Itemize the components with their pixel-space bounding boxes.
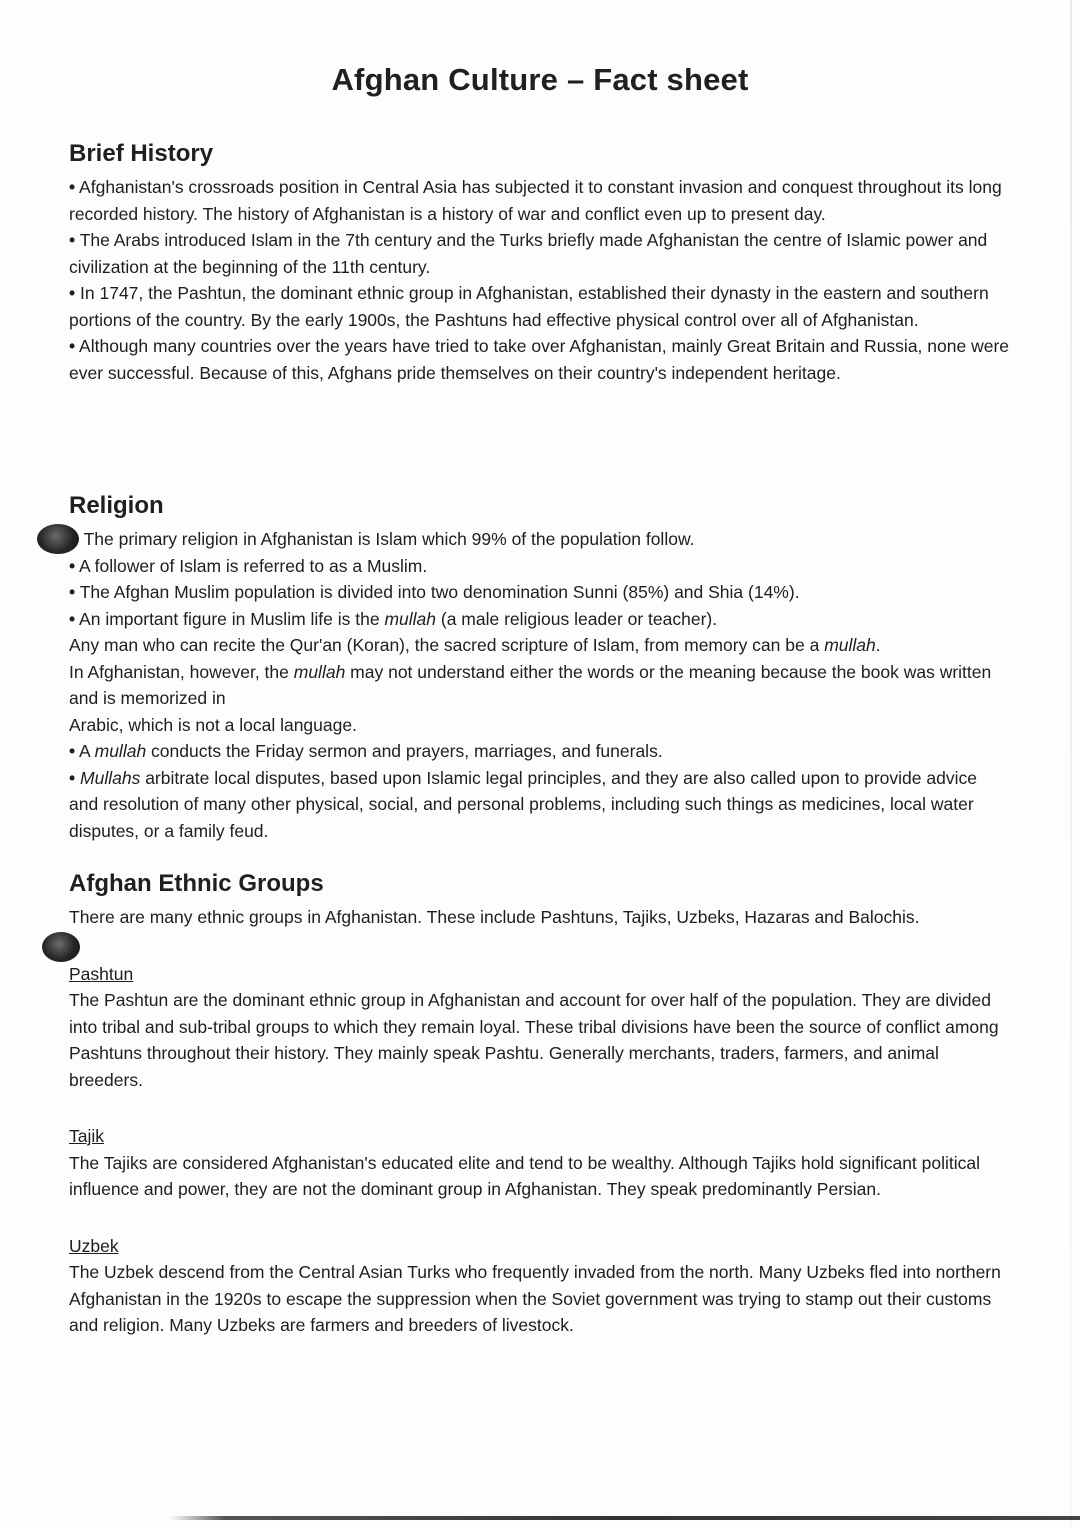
religion-para-3: Arabic, which is not a local language. xyxy=(69,714,357,735)
ethnic-groups-section xyxy=(69,870,1009,1339)
scan-right-edge xyxy=(1070,0,1072,1527)
religion-bullet-4: • An important figure in Muslim life is the mullah (a male religious leader or teacher). xyxy=(69,608,718,629)
religion-para-2: In Afghanistan, however, the mullah may not understand either the words or the meaning because the book was written and is memorized in xyxy=(69,661,992,708)
punch-hole-mark xyxy=(42,932,80,962)
religion-bullet-2: • A follower of Islam is referred to as a Muslim. xyxy=(69,555,428,576)
religion-section xyxy=(69,492,1009,844)
uzbek-text: The Uzbek descend from the Central Asian Turks who frequently invaded from the north. Many Uzbeks fled into northern Afghanistan in the 1920s to escape the suppression when the Soviet government was trying to stamp out their customs and religion. Many Uzbeks are farmers and breeders of livestock. xyxy=(69,1262,1001,1335)
history-bullet-1: • Afghanistan's crossroads position in Central Asia has subjected it to constant invasion and conquest throughout its long recorded history. The history of Afghanistan is a history of war and conflict even up to present day. xyxy=(69,177,1002,224)
brief-history-section xyxy=(69,140,1009,386)
religion-bullet-5: • A mullah conducts the Friday sermon and prayers, marriages, and funerals. xyxy=(69,741,663,761)
tajik-subheading: Tajik xyxy=(69,1126,105,1146)
brief-history-heading: Brief History xyxy=(69,140,214,167)
pashtun-subheading: Pashtun xyxy=(69,963,134,984)
history-bullet-3: • In 1747, the Pashtun, the dominant ethnic group in Afghanistan, established their dynasty in the eastern and southern portions of the country. By the early 1900s, the Pashtuns had effective physical control over all of Afghanistan. xyxy=(69,283,989,330)
tajik-text: The Tajiks are considered Afghanistan's educated elite and tend to be wealthy. Although Tajiks hold significant political influence and power, they are not the dominant group in Afghanistan. They speak predominantly Persian. xyxy=(69,1152,981,1199)
history-bullet-2: • The Arabs introduced Islam in the 7th century and the Turks briefly made Afghanistan the centre of Islamic power and civilization at the beginning of the 11th century. xyxy=(69,230,988,277)
pashtun-text: The Pashtun are the dominant ethnic group in Afghanistan and account for over half of the population. They are divided into tribal and sub-tribal groups to which they remain loyal. These tribal divisions have been the source of conflict among Pashtuns throughout their history. They mainly speak Pashtu. Generally merchants, traders, farmers, and animal breeders. xyxy=(69,990,999,1090)
religion-para-1: Any man who can recite the Qur'an (Koran), the sacred scripture of Islam, from memory can be a mullah. xyxy=(69,635,881,655)
uzbek-subheading: Uzbek xyxy=(69,1235,119,1256)
history-bullet-4: • Although many countries over the years have tried to take over Afghanistan, mainly Great Britain and Russia, none were ever successful. Because of this, Afghans pride themselves on their country's independent heritage. xyxy=(69,336,1009,383)
punch-hole-mark xyxy=(37,524,79,554)
ethnic-intro: There are many ethnic groups in Afghanistan. These include Pashtuns, Tajiks, Uzbeks, Hazaras and Balochis. xyxy=(69,907,920,927)
ethnic-groups-heading: Afghan Ethnic Groups xyxy=(69,870,324,897)
scan-edge-line xyxy=(170,1516,1080,1520)
religion-heading: Religion xyxy=(69,492,164,519)
religion-bullet-6: • Mullahs arbitrate local disputes, based upon Islamic legal principles, and they are also called upon to provide advice and resolution of many other physical, social, and personal problems, including such things as medicines, local water disputes, or a family feud. xyxy=(69,767,977,841)
religion-bullet-1: The primary religion in Afghanistan is Islam which 99% of the population follow. xyxy=(83,529,695,549)
page-title: Afghan Culture – Fact sheet xyxy=(331,62,749,97)
religion-bullet-3: • The Afghan Muslim population is divided into two denomination Sunni (85%) and Shia (14%). xyxy=(69,582,800,602)
